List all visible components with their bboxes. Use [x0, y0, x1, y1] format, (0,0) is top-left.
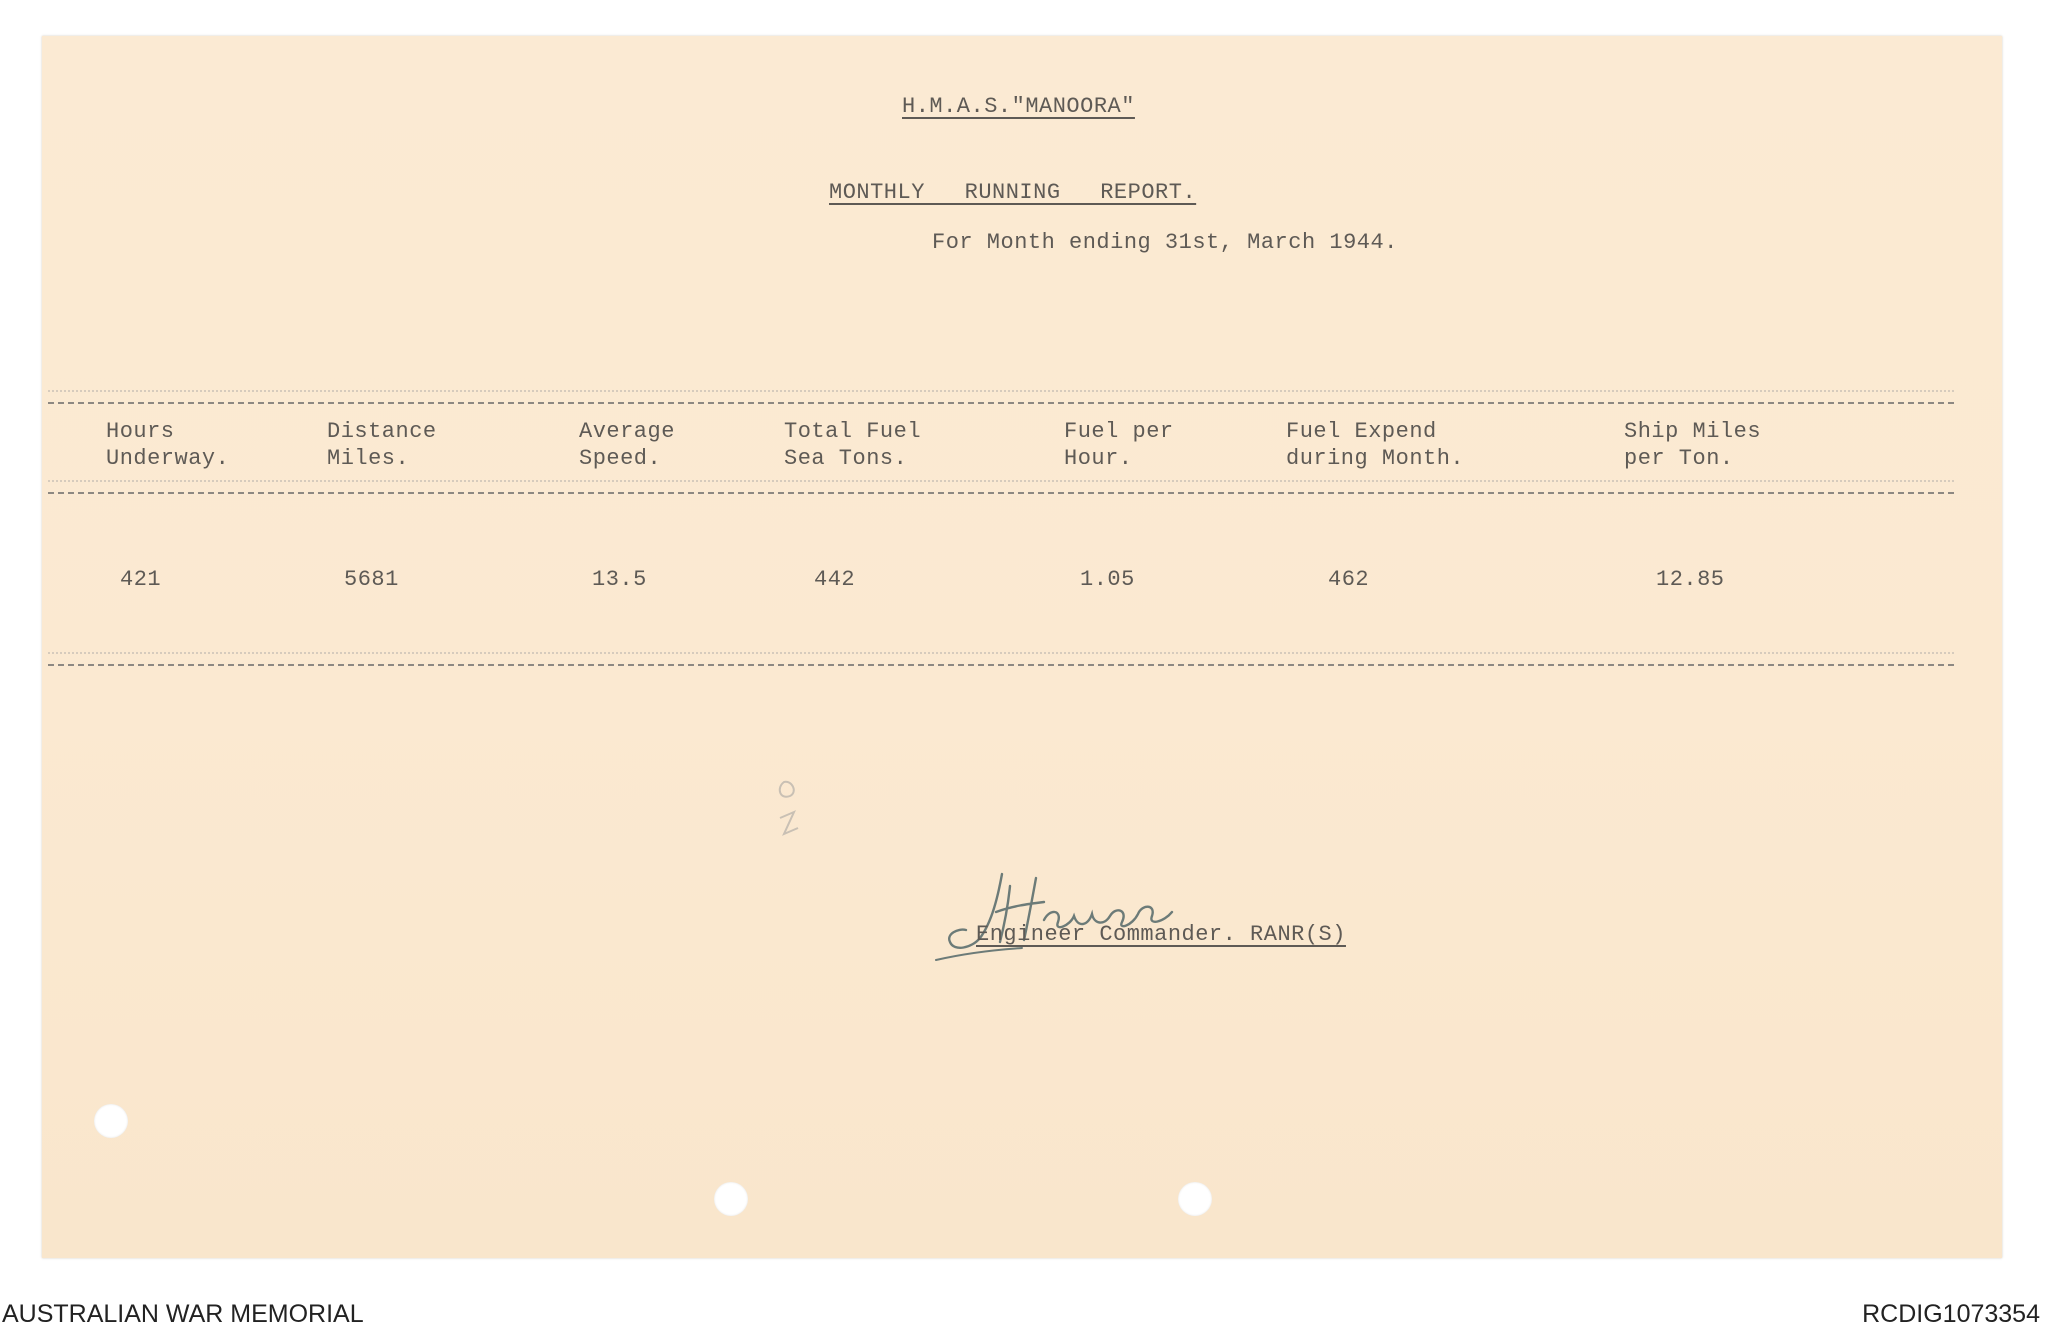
signature-title: Engineer Commander. RANR(S) — [976, 922, 1346, 947]
document-page — [42, 36, 2002, 1258]
header-line-1: Fuel per — [1064, 419, 1174, 444]
value-hours-underway — [120, 566, 161, 593]
table-top-rule — [48, 402, 1954, 404]
punch-hole-left — [94, 1104, 128, 1138]
report-title: MONTHLY RUNNING REPORT. — [829, 180, 1197, 205]
header-hours-underway — [106, 418, 229, 472]
header-line-2: Miles. — [327, 446, 410, 471]
table-cell: 5681 — [344, 567, 399, 592]
header-line-1: Total Fuel — [784, 419, 922, 444]
value-fuel-per-hour — [1080, 566, 1135, 593]
value-ship-miles-per-ton — [1656, 566, 1725, 593]
header-line-1: Fuel Expend — [1286, 419, 1437, 444]
value-distance-miles — [344, 566, 399, 593]
table-cell: 462 — [1328, 567, 1370, 592]
header-line-2: Speed. — [579, 446, 662, 471]
faint-rule-middle — [48, 480, 1954, 482]
header-fuel-per-hour — [1064, 418, 1174, 472]
footer-record-id: RCDIG1073354 — [1862, 1300, 2040, 1328]
table-header-rule — [48, 492, 1954, 494]
value-average-speed — [592, 566, 647, 593]
pencil-mark — [772, 774, 832, 854]
header-line-2: Underway. — [106, 446, 230, 471]
report-period: For Month ending 31st, March 1944. — [932, 230, 1398, 255]
header-line-1: Average — [579, 419, 675, 444]
table-bottom-rule — [48, 664, 1954, 666]
header-line-2: Hour. — [1064, 446, 1133, 471]
faint-rule-bottom — [48, 652, 1954, 654]
header-line-1: Hours — [106, 419, 175, 444]
header-line-2: during Month. — [1286, 446, 1465, 471]
table-cell: 13.5 — [592, 567, 647, 592]
header-line-2: per Ton. — [1624, 446, 1734, 471]
ship-title: H.M.A.S."MANOORA" — [902, 94, 1135, 119]
header-line-1: Distance — [327, 419, 437, 444]
header-distance-miles — [327, 418, 437, 472]
table-cell: 442 — [814, 567, 856, 592]
table-cell: 421 — [120, 567, 162, 592]
faint-rule-top — [48, 390, 1954, 392]
header-line-1: Ship Miles — [1624, 419, 1762, 444]
punch-hole-center-left — [714, 1182, 748, 1216]
table-cell: 1.05 — [1080, 567, 1135, 592]
header-fuel-expend — [1286, 418, 1464, 472]
value-total-fuel — [814, 566, 855, 593]
punch-hole-center-right — [1178, 1182, 1212, 1216]
footer-institution: AUSTRALIAN WAR MEMORIAL — [2, 1300, 364, 1328]
header-line-2: Sea Tons. — [784, 446, 908, 471]
header-ship-miles-per-ton — [1624, 418, 1761, 472]
header-average-speed — [579, 418, 675, 472]
value-fuel-expend — [1328, 566, 1369, 593]
handwritten-signature — [932, 856, 1262, 976]
table-cell: 12.85 — [1656, 567, 1725, 592]
header-total-fuel — [784, 418, 921, 472]
